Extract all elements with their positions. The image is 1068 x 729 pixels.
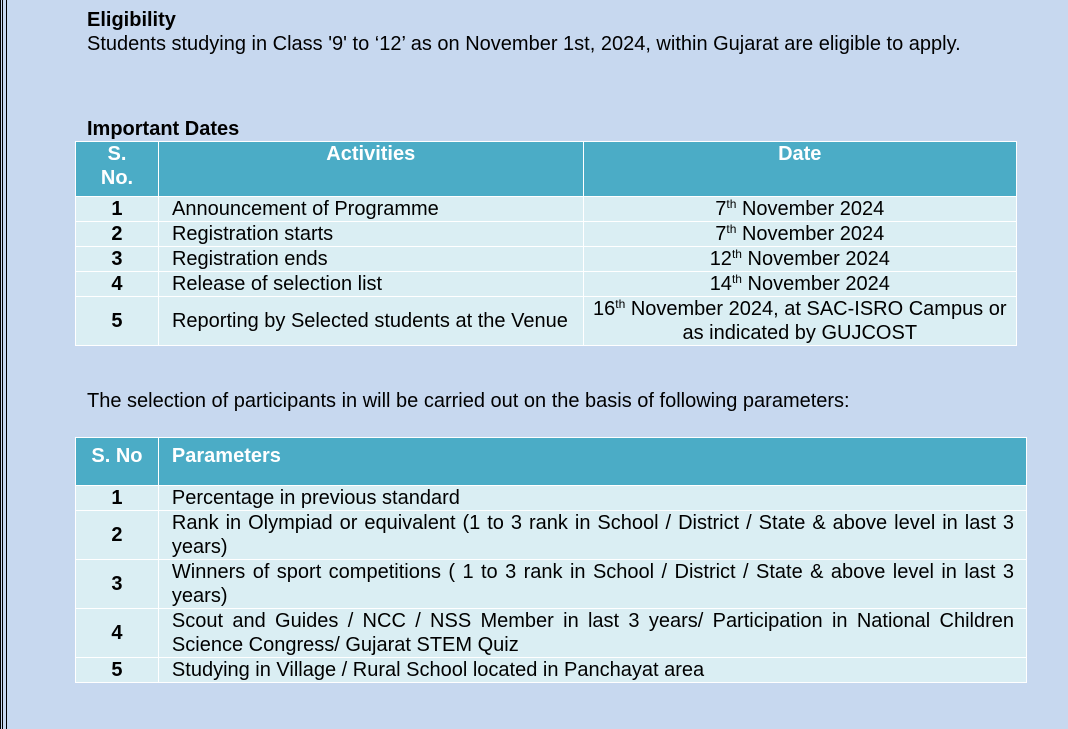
important-dates-table bbox=[75, 141, 1017, 346]
eligibility-text: Students studying in Class '9' to ‘12’ as on November 1st, 2024, within Gujarat are eligible to apply. bbox=[87, 33, 961, 55]
row-sno: 2 bbox=[76, 511, 159, 560]
row-activity: Registration starts bbox=[158, 222, 583, 247]
page-frame-border bbox=[0, 0, 7, 729]
date-ordinal: th bbox=[731, 272, 742, 286]
eligibility-heading: Eligibility bbox=[87, 9, 176, 31]
row-parameter: Percentage in previous standard bbox=[158, 486, 1026, 511]
date-day: 7 bbox=[715, 198, 727, 220]
date-day: 12 bbox=[709, 248, 732, 270]
table-row bbox=[76, 511, 1027, 560]
column-header-activities: Activities bbox=[158, 142, 583, 197]
column-header-sno: S. No bbox=[76, 438, 159, 486]
selection-text: The selection of participants in will be carried out on the basis of following parameters: bbox=[87, 390, 850, 412]
table-header-row bbox=[76, 438, 1027, 486]
row-date bbox=[583, 272, 1016, 297]
table-row bbox=[76, 297, 1017, 346]
date-rest: November 2024 bbox=[741, 248, 890, 270]
table-row bbox=[76, 247, 1017, 272]
date-ordinal: th bbox=[615, 297, 626, 311]
row-sno: 3 bbox=[76, 247, 159, 272]
date-rest: November 2024 bbox=[741, 273, 890, 295]
table-header-row bbox=[76, 142, 1017, 197]
row-activity: Release of selection list bbox=[158, 272, 583, 297]
eligibility-section bbox=[87, 8, 1062, 56]
date-day: 16 bbox=[593, 298, 616, 320]
table-row bbox=[76, 197, 1017, 222]
row-sno: 1 bbox=[76, 197, 159, 222]
row-parameter: Rank in Olympiad or equivalent (1 to 3 rank in School / District / State & above level in last 3 years) bbox=[158, 511, 1026, 560]
table-row bbox=[76, 658, 1027, 683]
table-row bbox=[76, 560, 1027, 609]
date-day: 14 bbox=[709, 273, 732, 295]
row-date bbox=[583, 197, 1016, 222]
row-parameter: Studying in Village / Rural School located in Panchayat area bbox=[158, 658, 1026, 683]
row-date bbox=[583, 297, 1016, 346]
date-rest: November 2024 bbox=[736, 223, 885, 245]
row-sno: 4 bbox=[76, 272, 159, 297]
row-sno: 5 bbox=[76, 658, 159, 683]
row-activity: Reporting by Selected students at the Venue bbox=[158, 297, 583, 346]
row-sno: 4 bbox=[76, 609, 159, 658]
parameters-table bbox=[75, 437, 1027, 683]
table-row bbox=[76, 222, 1017, 247]
table-row bbox=[76, 486, 1027, 511]
date-ordinal: th bbox=[731, 247, 742, 261]
table-row bbox=[76, 272, 1017, 297]
date-rest: November 2024, at SAC-ISRO Campus or as indicated by GUJCOST bbox=[625, 298, 1007, 344]
date-ordinal: th bbox=[726, 197, 737, 211]
column-header-date: Date bbox=[583, 142, 1016, 197]
row-sno: 2 bbox=[76, 222, 159, 247]
important-dates-heading: Important Dates bbox=[87, 118, 240, 140]
row-date bbox=[583, 222, 1016, 247]
row-activity: Registration ends bbox=[158, 247, 583, 272]
row-parameter: Scout and Guides / NCC / NSS Member in last 3 years/ Participation in National Children Science Congress/ Gujarat STEM Quiz bbox=[158, 609, 1026, 658]
table-row bbox=[76, 609, 1027, 658]
column-header-parameters: Parameters bbox=[158, 438, 1026, 486]
row-sno: 1 bbox=[76, 486, 159, 511]
row-parameter: Winners of sport competitions ( 1 to 3 rank in School / District / State & above level in last 3 years) bbox=[158, 560, 1026, 609]
row-sno: 3 bbox=[76, 560, 159, 609]
date-ordinal: th bbox=[726, 222, 737, 236]
row-sno: 5 bbox=[76, 297, 159, 346]
date-rest: November 2024 bbox=[736, 198, 885, 220]
row-date bbox=[583, 247, 1016, 272]
column-header-sno: S. No. bbox=[76, 142, 159, 197]
date-day: 7 bbox=[715, 223, 727, 245]
row-activity: Announcement of Programme bbox=[158, 197, 583, 222]
